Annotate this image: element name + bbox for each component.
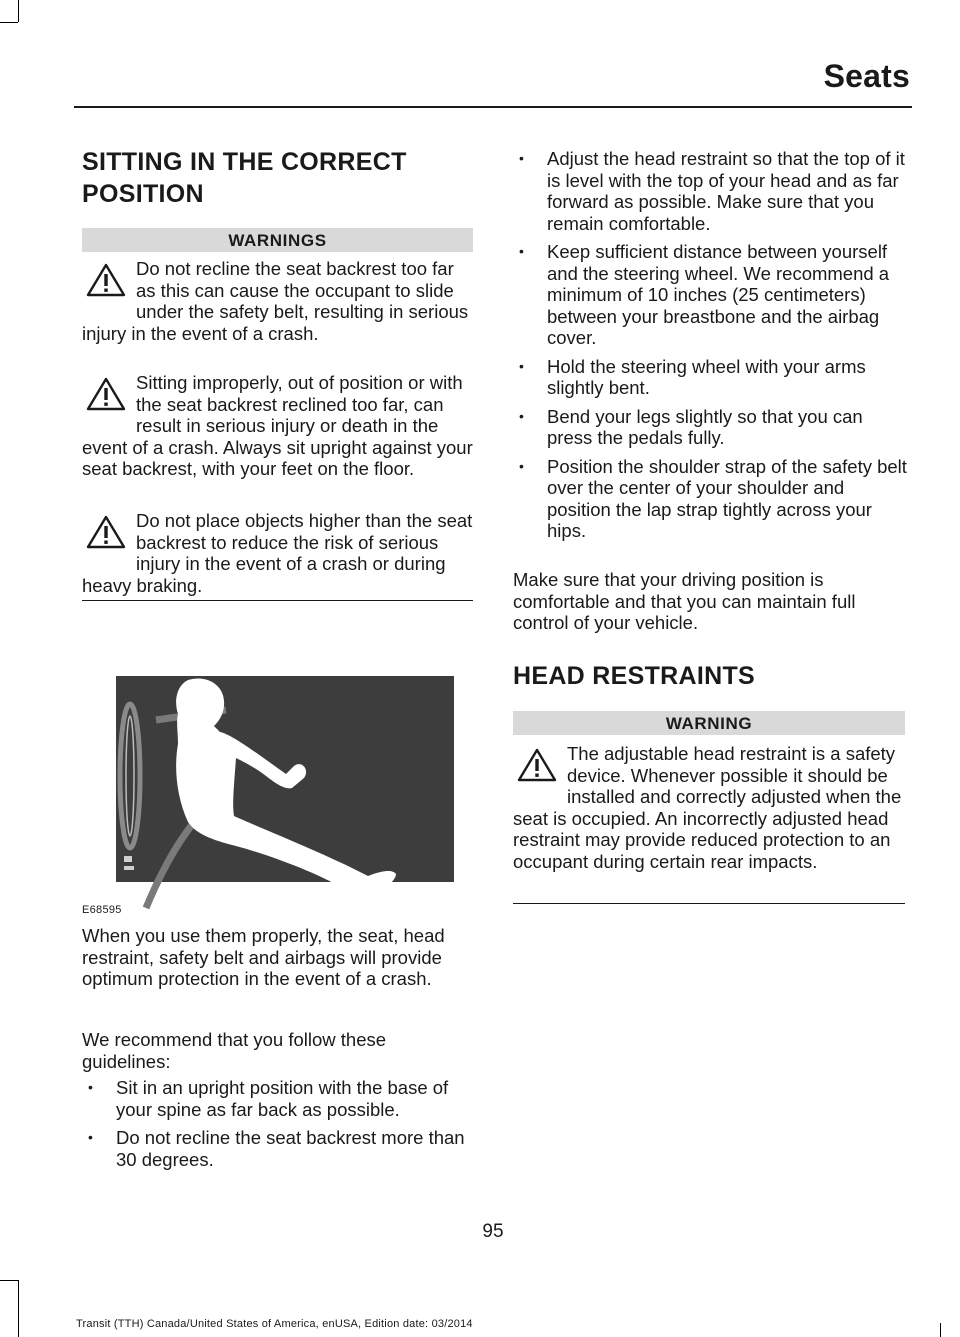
warnings-end-rule (82, 600, 473, 601)
warnings-label: WARNINGS (228, 231, 327, 250)
body-paragraph: We recommend that you follow these guidelines: (82, 1029, 387, 1072)
warning-text: Sitting improperly, out of position or with the seat backrest reclined too far, can result in serious injury or death in the event of a crash. Always sit upright against your seat backrest, with your feet on the floor. (82, 372, 473, 479)
footer-edition: Transit (TTH) Canada/United States of America, enUSA, Edition date: 03/2014 (76, 1318, 473, 1330)
body-paragraph: When you use them properly, the seat, head restraint, safety belt and airbags will provide optimum protection in the event of a crash. (82, 925, 445, 989)
section-title-line2: POSITION (82, 180, 204, 208)
list-item: • Keep sufficient distance between yourself and the steering wheel. We recommend a minimum of 10 inches (25 centimeters) between your breastbone and the airbag cover. (513, 241, 908, 349)
warning-text: Do not recline the seat backrest too far as this can cause the occupant to slide under the safety belt, resulting in serious injury in the event of a crash. (82, 258, 469, 344)
occupant-figure-image (116, 676, 454, 916)
warning-triangle-icon (517, 747, 557, 783)
list-item: • Sit in an upright position with the base of your spine as far back as possible. (82, 1077, 475, 1120)
list-item: • Adjust the head restraint so that the top of it is level with the top of your head and as far forward as possible. Make sure that you remain comfortable. (513, 148, 908, 234)
seated-occupant-illustration (116, 676, 454, 882)
list-item: • Bend your legs slightly so that you can press the pedals fully. (513, 406, 908, 449)
crop-mark (0, 22, 18, 23)
crop-mark (18, 0, 19, 22)
warning-label: WARNING (665, 714, 753, 733)
section-title-sitting (82, 146, 473, 210)
list-item: • Do not recline the seat backrest more than 30 degrees. (82, 1127, 475, 1170)
page-number: 95 (482, 1221, 504, 1242)
warnings-bar (82, 228, 473, 252)
figure-code: E68595 (82, 904, 122, 916)
crop-mark (0, 1280, 18, 1281)
warning-item (82, 372, 473, 480)
warning-triangle-icon (86, 514, 126, 550)
warning-item (82, 510, 473, 596)
section-title-line1: SITTING IN THE CORRECT (82, 148, 407, 176)
warning-triangle-icon (86, 376, 126, 412)
warning-text: The adjustable head restraint is a safety device. Whenever possible it should be installed and correctly adjusted when the seat is occupied. An incorrectly adjusted head restraint may provide reduced protection to an occupant during certain rear impacts. (513, 743, 902, 872)
warning-item (513, 743, 906, 872)
page-header-title: Seats (823, 58, 910, 94)
list-item: • Position the shoulder strap of the safety belt over the center of your shoulder and position the lap strap tightly across your hips. (513, 456, 908, 542)
warning-text: Do not place objects higher than the seat backrest to reduce the risk of serious injury in the event of a crash or during heavy braking. (82, 510, 473, 596)
crop-mark (18, 1280, 19, 1337)
crop-mark (940, 1323, 941, 1337)
warning-bar (513, 711, 905, 735)
guidelines-list (82, 1077, 475, 1177)
warning-triangle-icon (86, 262, 126, 298)
warning-item (82, 258, 473, 344)
list-item: • Hold the steering wheel with your arms slightly bent. (513, 356, 908, 399)
guidelines-list-continued (513, 148, 908, 549)
header-rule (74, 106, 912, 108)
warning-end-rule (513, 903, 905, 904)
section-title-head-restraints: HEAD RESTRAINTS (513, 662, 756, 690)
body-paragraph: Make sure that your driving position is comfortable and that you can maintain full control of your vehicle. (513, 569, 856, 633)
